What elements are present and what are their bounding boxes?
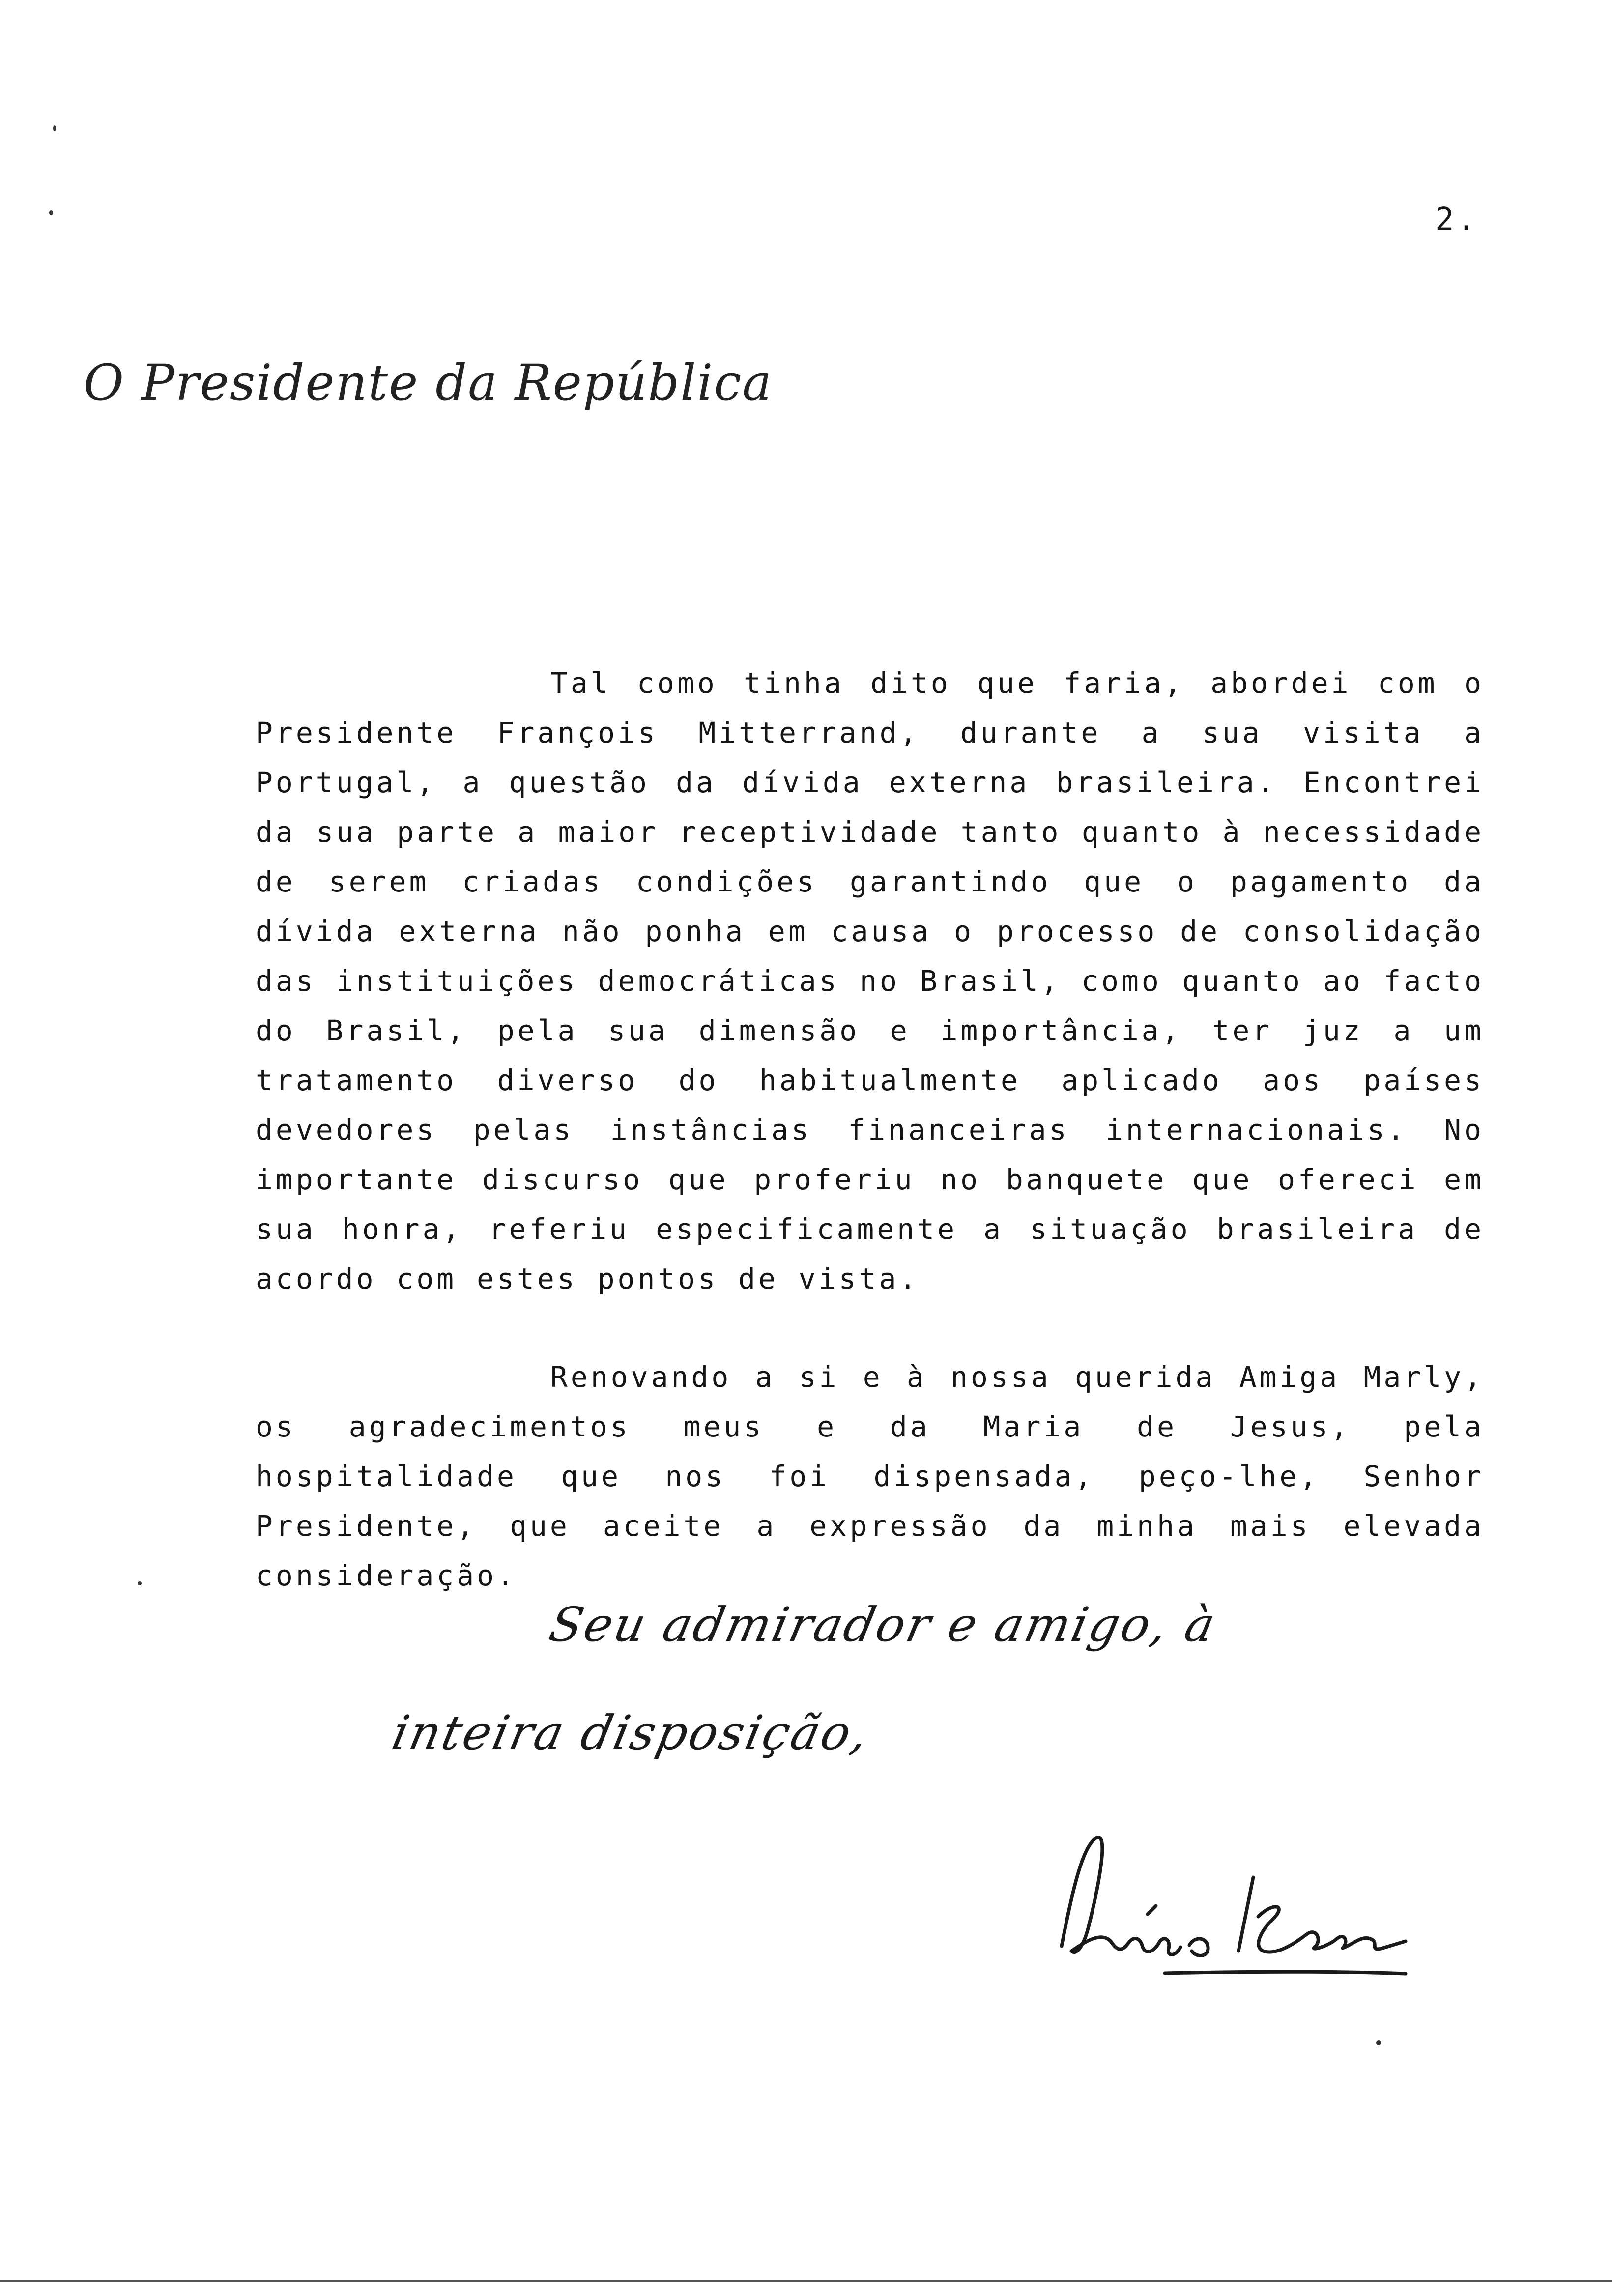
body-paragraph-2: Renovando a si e à nossa querida Amiga Marly, os agradecimentos meus e da Maria de Jesus, pela hospitalidade que nos foi dispensada, peço-lhe, Senhor Presidente, que aceite a expressão da minha mais elevada consideração. (256, 1360, 1484, 1592)
scan-speck (138, 1581, 142, 1585)
handwritten-closing-line-1: Seu admirador e amigo, à (545, 1597, 1222, 1652)
scan-speck (49, 210, 53, 215)
scan-speck (1376, 2040, 1381, 2045)
scan-speck (53, 125, 56, 131)
signature (1042, 1818, 1415, 2015)
page-number: 2. (1435, 201, 1479, 238)
bottom-edge-rule (0, 2280, 1612, 2282)
body-paragraph-1: Tal como tinha dito que faria, abordei com o Presidente François Mitterrand, durante a sua visita a Portugal, a questão da dívida externa brasileira. Encontrei da sua parte a maior receptividade tanto quanto à necessidade de serem criadas condições garantindo que o pagamento da dívida externa não ponha em causa o processo de consolidação das instituições democráticas no Brasil, como quanto ao facto do Brasil, pela sua dimensão e importância, ter juz a um tratamento diverso do habitualmente aplicado aos países devedores pelas instâncias financeiras internacionais. No importante discurso que proferiu no banquete que ofereci em sua honra, referiu especificamente a situação brasileira de acordo com estes pontos de vista. (256, 666, 1484, 1295)
handwritten-closing-line-2: inteira disposição, (387, 1705, 875, 1760)
letterhead: O Presidente da República (84, 354, 773, 411)
